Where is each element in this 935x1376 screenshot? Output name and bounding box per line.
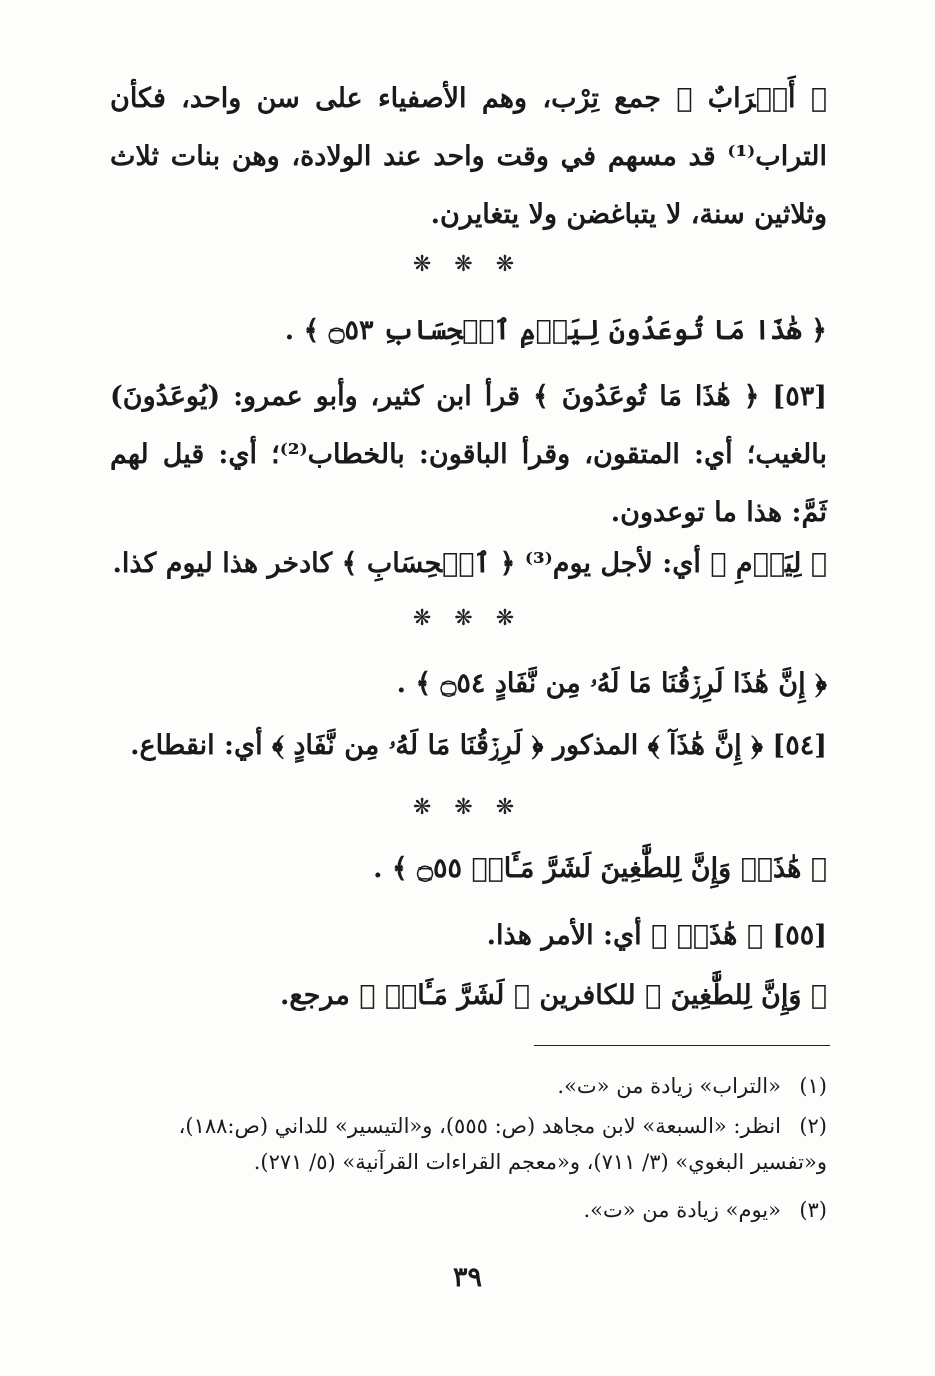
page-number: ٣٩ bbox=[452, 1262, 482, 1293]
footnote-number: (١) bbox=[799, 1074, 827, 1098]
separator-3: ❋ ❋ ❋ bbox=[412, 795, 523, 820]
verse-54: ﴿ إِنَّ هَٰذَا لَرِزۡقُنَا مَا لَهُۥ مِن نَّفَادٍ ۝٥٤ ﴾ . bbox=[396, 668, 827, 699]
footnote-number: (٢) bbox=[799, 1114, 827, 1138]
footnote-separator bbox=[534, 1045, 830, 1046]
footnote-3 bbox=[112, 1192, 827, 1228]
footnote-text: «يوم» زيادة من «ت». bbox=[583, 1198, 781, 1222]
paragraph-54: [٥٤] ﴿ إِنَّ هَٰذَآ ﴾ المذكور ﴿ لَرِزۡقُنَا مَا لَهُۥ مِن نَّفَادٍ ﴾ أي: انقطاع. bbox=[130, 730, 827, 761]
paragraph-atrab: ﴿ أَتۡرَابٌ ﴾ جمع تِرْب، وهم الأصفياء على سن واحد، فكأن التراب⁽¹⁾ قد مسهم في وقت واحد عند الولادة، وهن بنات ثلاث وثلاثين سنة، لا يتباغضن ولا يتغايرن. bbox=[110, 83, 827, 230]
paragraph-53-yawm: ﴿ لِيَوۡمِ ﴾ أي: لأجل يوم⁽³⁾ ﴿ ٱلۡحِسَابِ ﴾ كادخر هذا ليوم كذا. bbox=[112, 548, 827, 579]
verse-55: ﴿ هَٰذَاۚ وَإِنَّ لِلطَّٰغِينَ لَشَرَّ مَـَٔابٖ ۝٥٥ ﴾ . bbox=[373, 853, 827, 884]
footnote-number: (٣) bbox=[799, 1198, 827, 1222]
verse-53: ﴿ هَٰذَا مَا تُوعَدُونَ لِيَوۡمِ ٱلۡحِسَابِ ۝٥٣ ﴾ . bbox=[284, 315, 827, 346]
footnote-text: «التراب» زيادة من «ت». bbox=[557, 1074, 781, 1098]
paragraph-55: [٥٥] ﴿ هَٰذَاۚ ﴾ أي: الأمر هذا. bbox=[486, 920, 827, 951]
paragraph-53: [٥٣] ﴿ هَٰذَا مَا تُوعَدُونَ ﴾ قرأ ابن كثير، وأبو عمرو: (يُوعَدُونَ) بالغيب؛ أي: المتقون، وقرأ الباقون: بالخطاب⁽²⁾؛ أي: قيل لهم ثَمَّ: هذا ما توعدون. bbox=[110, 381, 827, 528]
separator-1: ❋ ❋ ❋ bbox=[412, 252, 523, 277]
footnote-text: انظر: «السبعة» لابن مجاهد (ص: ٥٥٥)، و«التيسير» للداني (ص:١٨٨)، و«تفسير البغوي» (٣/ ٧١١)، و«معجم القراءات القرآنية» (٥/ ٢٧١). bbox=[178, 1114, 827, 1174]
paragraph-55-taghin: ﴿ وَإِنَّ لِلطَّٰغِينَ ﴾ للكافرين ﴿ لَشَرَّ مَـَٔابٖ ﴾ مرجع. bbox=[279, 980, 827, 1011]
separator-2: ❋ ❋ ❋ bbox=[412, 606, 523, 631]
footnote-1 bbox=[112, 1068, 827, 1104]
footnote-2 bbox=[112, 1108, 827, 1180]
